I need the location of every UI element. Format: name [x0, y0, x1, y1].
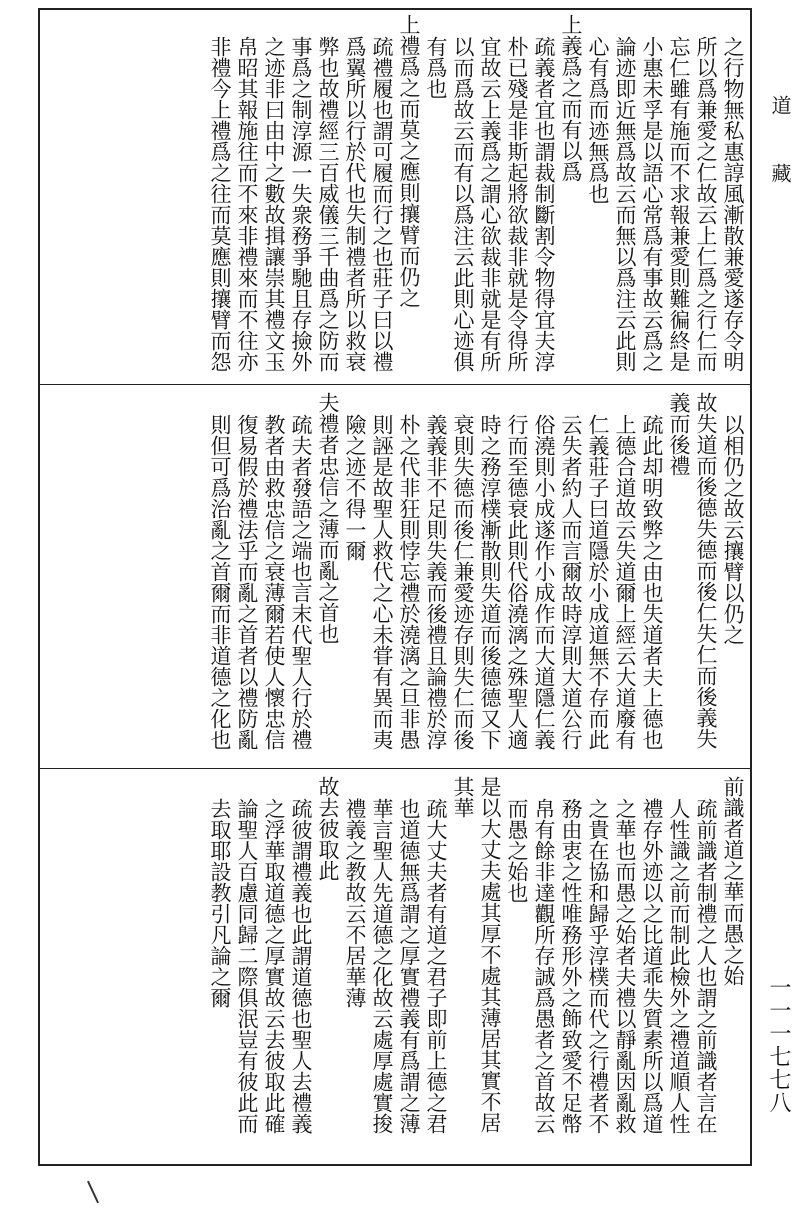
commentary-line: 華言聖人先道德之化故云處厚處實捘 [370, 798, 394, 1134]
scripture-line: 上禮爲之而莫之應則攘臂而仍之 [397, 14, 421, 308]
commentary-line: 也道德無爲謂之厚實禮義有爲謂之薄 [397, 798, 421, 1134]
commentary-line: 小惠未孚是以語心常爲有事故云爲之 [640, 36, 664, 372]
commentary-line: 疏義者宜也謂裁制斷割令物得宜夫淳 [532, 36, 556, 372]
commentary-line: 云失者約人而言爾故時淳則大道公行 [559, 414, 583, 750]
commentary-line: 帛有餘非達觀所存誠爲愚者之首故云 [532, 798, 556, 1134]
scripture-line: 上義爲之而有以爲 [559, 14, 583, 182]
commentary-line: 論聖人百慮同歸二際俱泯豈有彼此而 [235, 798, 259, 1134]
book-title: 道藏 [768, 95, 792, 231]
commentary-line: 行而至德衰此則代俗澆漓之殊聖人適 [505, 414, 529, 750]
commentary-line: 復易假於禮法乎而亂之首者以禮防亂 [235, 414, 259, 750]
scripture-line: 是以大丈夫處其厚不處其薄居其實不居 [478, 776, 502, 1133]
commentary-line: 之貴在協和歸乎淳樸而代之行禮者不 [586, 798, 610, 1134]
commentary-line: 則但可爲治亂之首爾而非道德之化也 [208, 414, 232, 750]
commentary-line: 爲翼所以行於代也失制禮者所以救衰 [343, 36, 367, 372]
commentary-line: 而愚之始也 [505, 798, 529, 903]
section-divider [38, 768, 752, 769]
commentary-line: 事爲之制淳源一失衆務爭馳且存撿外 [289, 36, 313, 372]
commentary-line: 非禮今上禮爲之往而莫應則攘臂而怨 [208, 36, 232, 372]
commentary-line: 仁義莊子曰道隱於小成道無不存而此 [586, 414, 610, 750]
commentary-line: 疏大丈夫者有道之君子即前上德之君 [424, 798, 448, 1134]
commentary-line: 疏此却明致弊之由也失道者夫上德也 [640, 414, 664, 750]
commentary-line: 之浮華取道德之厚實故云去彼取此確 [262, 798, 286, 1134]
commentary-line: 衰則失德而後仁兼愛迹存則失仁而後 [451, 414, 475, 750]
commentary-line: 弊也故禮經三百威儀三千曲爲之防而 [316, 36, 340, 372]
commentary-line: 之行物無私惠諄風漸散兼愛遂存令明 [721, 36, 745, 372]
commentary-line: 朴之代非狂則悖忘禮於澆漓之旦非愚 [397, 414, 421, 750]
commentary-line: 論迹即近無爲故云而無以爲注云此則 [613, 36, 637, 372]
commentary-line: 上德合道故云失道爾上經云大道廢有 [613, 414, 637, 750]
commentary-line: 朴已殘是非斯起將欲裁非就是令得所 [505, 36, 529, 372]
text-panel-top [44, 14, 746, 378]
scripture-line: 前識者道之華而愚之始 [721, 776, 745, 986]
commentary-line: 務由衷之性唯務形外之飾致愛不足幣 [559, 798, 583, 1134]
section-divider [38, 384, 752, 385]
commentary-line: 有爲也 [424, 36, 448, 99]
margin-mark [87, 1181, 99, 1204]
commentary-line: 以而爲故云而有以爲注云此則心迹俱 [451, 36, 475, 372]
commentary-line: 禮存外迹以之比道乖失質素所以爲道 [640, 798, 664, 1134]
commentary-line: 疏夫者發語之端也言末代聖人行於禮 [289, 414, 313, 750]
commentary-line: 時之務淳樸漸散則失道而後德德又下 [478, 414, 502, 750]
commentary-line: 人性識之前而制此檢外之禮道順人性 [667, 798, 691, 1134]
text-panel-bottom [44, 776, 746, 1160]
page-number: 一一一七七八 [766, 976, 791, 1114]
commentary-line: 宜故云上義爲之謂心欲裁非就是有所 [478, 36, 502, 372]
commentary-line: 忘仁雖有施而不求報兼愛則難徧終是 [667, 36, 691, 372]
commentary-line: 禮義之教故云不居華薄 [343, 798, 367, 1008]
commentary-line: 義義非不足則失義而後禮且論禮於淳 [424, 414, 448, 750]
commentary-line: 險之迹不得一爾 [343, 414, 367, 561]
commentary-line: 之華也而愚之始者夫禮以靜亂因亂救 [613, 798, 637, 1134]
commentary-line: 疏彼謂禮義也此謂道德也聖人去禮義 [289, 798, 313, 1134]
commentary-line: 帛昭其報施往而不來非禮來而不往亦 [235, 36, 259, 372]
scripture-line: 故失道而後德失德而後仁失仁而後義失 [694, 392, 718, 749]
commentary-line: 去取耶設教引凡論之爾 [208, 798, 232, 1008]
text-panel-middle [44, 392, 746, 762]
scripture-line: 其華 [451, 776, 475, 818]
commentary-line: 教者由救忠信之衰薄爾若使人懷忠信 [262, 414, 286, 750]
commentary-line: 俗澆則小成遂作小成作而大道隱仁義 [532, 414, 556, 750]
margin-sidebar [756, 0, 800, 1213]
commentary-line: 所以爲兼愛之仁故云上仁爲之行仁而 [694, 36, 718, 372]
commentary-line: 則誣是故聖人救代之心未甞有異而夷 [370, 414, 394, 750]
commentary-line: 疏前識者制禮之人也謂之前識者言在 [694, 798, 718, 1134]
commentary-line: 之迹非曰由中之數故揖讓崇其禮文玉 [262, 36, 286, 372]
scripture-line: 義而後禮 [667, 392, 691, 476]
scripture-line: 故去彼取此 [316, 776, 340, 881]
commentary-line: 心有爲而迹無爲也 [586, 36, 610, 204]
commentary-line: 以相仍之故云攘臂以仍之 [721, 414, 745, 645]
scripture-line: 夫禮者忠信之薄而亂之首也 [316, 392, 340, 644]
commentary-line: 疏禮履也謂可履而行之也莊子曰以禮 [370, 36, 394, 372]
